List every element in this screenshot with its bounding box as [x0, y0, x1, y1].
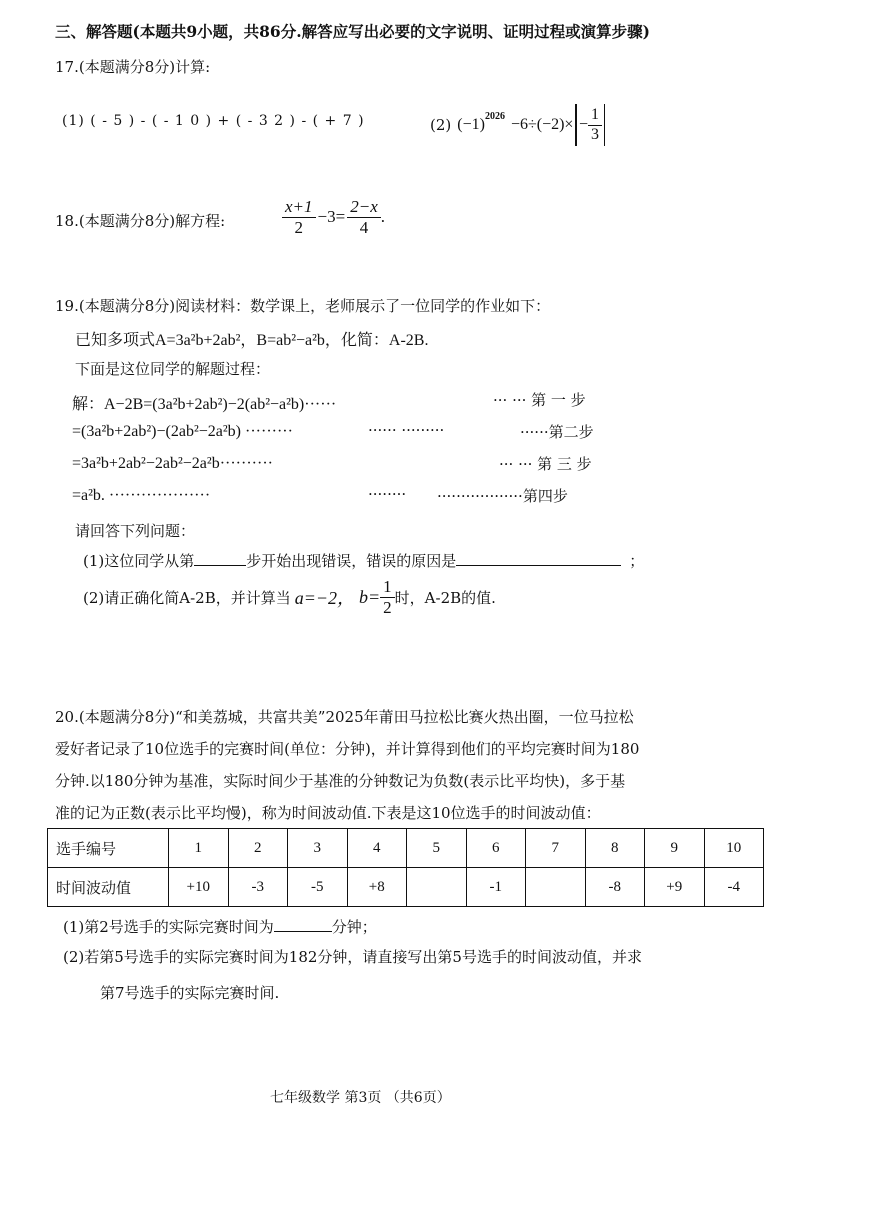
player-number-cell: 3: [288, 829, 348, 868]
q20-line1: 20.(本题满分8分)“和美荔城，共富共美”2025年莆田马拉松比赛火热出圈，一位马拉松: [55, 708, 634, 726]
q19-intro: 下面是这位同学的解题过程：: [75, 360, 271, 378]
q17-part2-label: (2): [430, 116, 452, 134]
q19-part1-c: ；: [629, 552, 645, 570]
q20-line3: 分钟.以180分钟为基准，实际时间少于基准的分钟数记为负数(表示比平均快)，多于基: [55, 772, 626, 790]
table-row: [48, 868, 764, 907]
q19-step3-label: ··· ··· 第 三 步: [499, 455, 592, 473]
q17-title: 17.(本题满分8分)计算:: [55, 58, 211, 76]
player-number-cell: 2: [228, 829, 288, 868]
fraction-numerator: x+1: [282, 197, 316, 218]
q19-step2-label: ······第二步: [520, 423, 594, 441]
q19-step4-dots: ········: [368, 485, 407, 503]
q19-part2-c: 时，A-2B的值.: [394, 588, 496, 607]
q19-step2-dots: ······ ·········: [368, 421, 445, 439]
q20-part1: [63, 916, 377, 937]
q19-part1: [83, 550, 644, 571]
page-footer: 七年级数学 第3页 （共6页）: [270, 1090, 451, 1106]
section-heading: 三、解答题(本题共9小题，共86分.解答应写出必要的文字说明、证明过程或演算步骤): [55, 22, 650, 41]
player-number-cell: 10: [704, 829, 764, 868]
q17-part2-middle: −6÷(−2)×: [510, 116, 574, 133]
q19-part1-b: 步开始出现错误，错误的原因是: [246, 552, 457, 570]
q20-part1-a: (1)第2号选手的实际完赛时间为: [63, 918, 274, 936]
q19-given: 已知多项式A=3a²b+2ab²，B=ab²−a²b，化简：A-2B.: [75, 332, 429, 349]
fluctuation-cell: -4: [704, 868, 764, 907]
q19-step4-label: ··················第四步: [437, 487, 568, 505]
player-number-cell: 1: [169, 829, 229, 868]
q20-line2: 爱好者记录了10位选手的完赛时间(单位：分钟)，并计算得到他们的平均完赛时间为180: [55, 740, 640, 758]
fluctuation-cell: +10: [169, 868, 229, 907]
q18-end: .: [380, 207, 385, 227]
table-row: [48, 829, 764, 868]
q19-part2-fraction: [380, 577, 395, 617]
q19-step1-label: ··· ··· 第 一 步: [493, 391, 586, 409]
q19-part2-b-value: b=: [359, 586, 381, 607]
q20-part1-b: 分钟；: [331, 918, 377, 936]
q19-part2-a: (2)请正确化简A-2B，并计算当: [83, 588, 291, 607]
q19-part2: [83, 577, 496, 617]
time-fluctuation-table: [47, 828, 764, 907]
fraction-numerator: 1: [588, 106, 602, 125]
q18-rhs-fraction: [347, 197, 381, 237]
q20-part2-line2: 第7号选手的实际完赛时间.: [100, 984, 280, 1002]
q17-part1: (1) ( - 5 ) - ( - 1 0 ) + ( - 3 2 ) - ( + 7 ): [62, 113, 365, 129]
q18-middle: −3=: [317, 207, 346, 227]
fluctuation-cell: -3: [228, 868, 288, 907]
q17-part2: (2) (−1) $^{2026}$ −6÷(−2)× − $\frac{1}{3}$: [430, 104, 607, 146]
q19-step4: =a²b. ···················: [72, 487, 211, 504]
q19-part1-a: (1)这位同学从第: [83, 552, 195, 570]
fraction-denominator: 2: [383, 597, 392, 617]
q18-lhs-fraction: [282, 197, 316, 237]
fraction-numerator: 2−x: [347, 197, 381, 218]
q19-title: 19.(本题满分8分)阅读材料：数学课上，老师展示了一位同学的作业如下：: [55, 297, 551, 315]
player-number-cell: 8: [585, 829, 645, 868]
fluctuation-cell: +8: [347, 868, 407, 907]
q17-part2-base: (−1): [457, 116, 485, 133]
fluctuation-cell: -1: [466, 868, 526, 907]
q19-part2-a-value: a=−2，: [294, 588, 356, 609]
fluctuation-cell: -8: [585, 868, 645, 907]
player-number-cell: 6: [466, 829, 526, 868]
q19-step2: =(3a²b+2ab²)−(2ab²−2a²b) ·········: [72, 423, 293, 440]
q19-step1: 解：A−2B=(3a²b+2ab²)−2(ab²−a²b)······: [72, 396, 337, 413]
row-header-player-number: 选手编号: [48, 829, 169, 868]
player-number-cell: 9: [645, 829, 705, 868]
answer-blank[interactable]: [456, 565, 621, 566]
fluctuation-cell-blank[interactable]: [526, 868, 586, 907]
answer-blank[interactable]: [274, 931, 332, 932]
answer-blank[interactable]: [194, 565, 246, 566]
fraction-denominator: 3: [590, 125, 599, 143]
q19-prompt: 请回答下列问题：: [75, 522, 196, 540]
abs-bar-left: [575, 104, 577, 146]
q20-part2-line1: (2)若第5号选手的实际完赛时间为182分钟，请直接写出第5号选手的时间波动值，并求: [63, 948, 642, 966]
q18-equation: [282, 197, 385, 237]
fluctuation-cell: +9: [645, 868, 705, 907]
q17-part2-fraction: [588, 106, 602, 144]
q17-part2-neg: −: [578, 116, 588, 133]
row-header-fluctuation: 时间波动值: [48, 868, 169, 907]
fraction-denominator: 2: [294, 217, 304, 237]
q19-step3: =3a²b+2ab²−2ab²−2a²b··········: [72, 455, 273, 472]
player-number-cell: 7: [526, 829, 586, 868]
fraction-numerator: 1: [380, 577, 395, 598]
abs-bar-right: [604, 104, 606, 146]
q20-line4: 准的记为正数(表示比平均慢)，称为时间波动值.下表是这10位选手的时间波动值：: [55, 804, 601, 822]
fluctuation-cell: -5: [288, 868, 348, 907]
player-number-cell: 4: [347, 829, 407, 868]
q18-title: 18.(本题满分8分)解方程:: [55, 212, 226, 230]
fluctuation-cell-blank[interactable]: [407, 868, 467, 907]
player-number-cell: 5: [407, 829, 467, 868]
fraction-denominator: 4: [359, 217, 369, 237]
